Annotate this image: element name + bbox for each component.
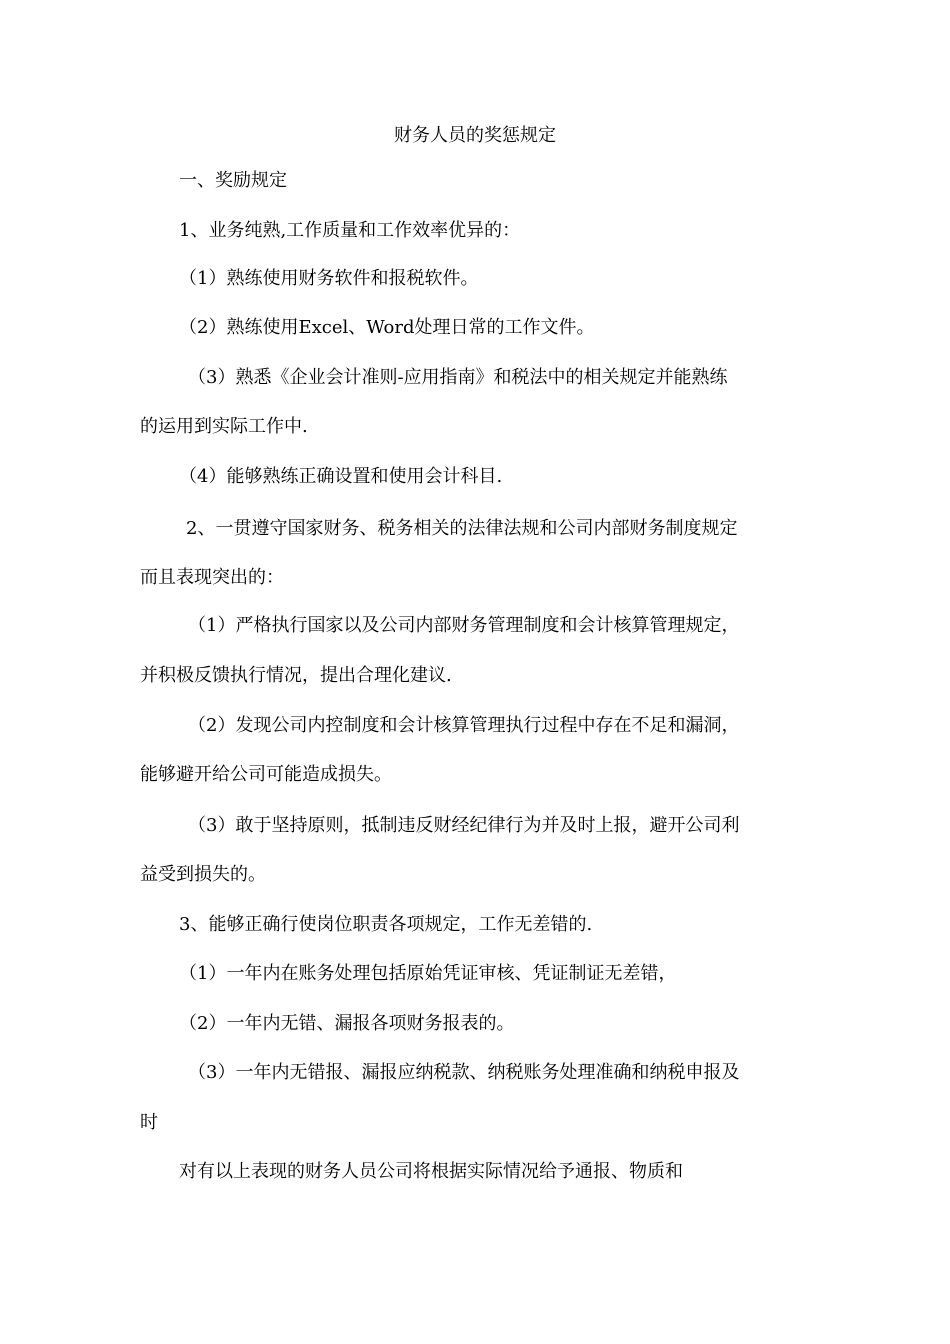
paragraph-line: （1）一年内在账务处理包括原始凭证审核、凭证制证无差错， <box>179 963 677 984</box>
paragraph-line: 3、能够正确行使岗位职责各项规定，工作无差错的. <box>179 914 593 935</box>
paragraph-line: （2）熟练使用Excel、Word处理日常的工作文件。 <box>179 317 595 338</box>
paragraph-line: （1）严格执行国家以及公司内部财务管理制度和会计核算管理规定， <box>188 615 740 636</box>
paragraph-line: 益受到损失的。 <box>140 864 266 885</box>
paragraph-line: 时 <box>140 1112 158 1133</box>
paragraph-line: （4）能够熟练正确设置和使用会计科目. <box>179 466 503 487</box>
paragraph-line: （3）敢于坚持原则，抵制违反财经纪律行为并及时上报，避开公司利 <box>188 815 740 836</box>
section-heading-rewards: 一、奖励规定 <box>179 170 287 191</box>
paragraph-line: （3）熟悉《企业会计准则-应用指南》和税法中的相关规定并能熟练 <box>188 367 728 388</box>
paragraph-line: 的运用到实际工作中. <box>140 416 308 437</box>
paragraph-line: 能够避开给公司可能造成损失。 <box>140 764 392 785</box>
paragraph-line: （2）一年内无错、漏报各项财务报表的。 <box>179 1013 515 1034</box>
document-title: 财务人员的奖惩规定 <box>394 125 556 146</box>
paragraph-line: 2、一贯遵守国家财务、税务相关的法律法规和公司内部财务制度规定 <box>186 518 738 539</box>
paragraph-line: （1）熟练使用财务软件和报税软件。 <box>179 268 479 289</box>
paragraph-line: （3）一年内无错报、漏报应纳税款、纳税账务处理准确和纳税申报及 <box>188 1062 740 1083</box>
paragraph-line: 对有以上表现的财务人员公司将根据实际情况给予通报、物质和 <box>179 1161 683 1182</box>
paragraph-line: （2）发现公司内控制度和会计核算管理执行过程中存在不足和漏洞， <box>188 715 740 736</box>
paragraph-line: 并积极反馈执行情况，提出合理化建议. <box>140 665 452 686</box>
paragraph-line: 而且表现突出的： <box>140 567 284 588</box>
paragraph-line: 1、业务纯熟,工作质量和工作效率优异的： <box>179 220 521 241</box>
